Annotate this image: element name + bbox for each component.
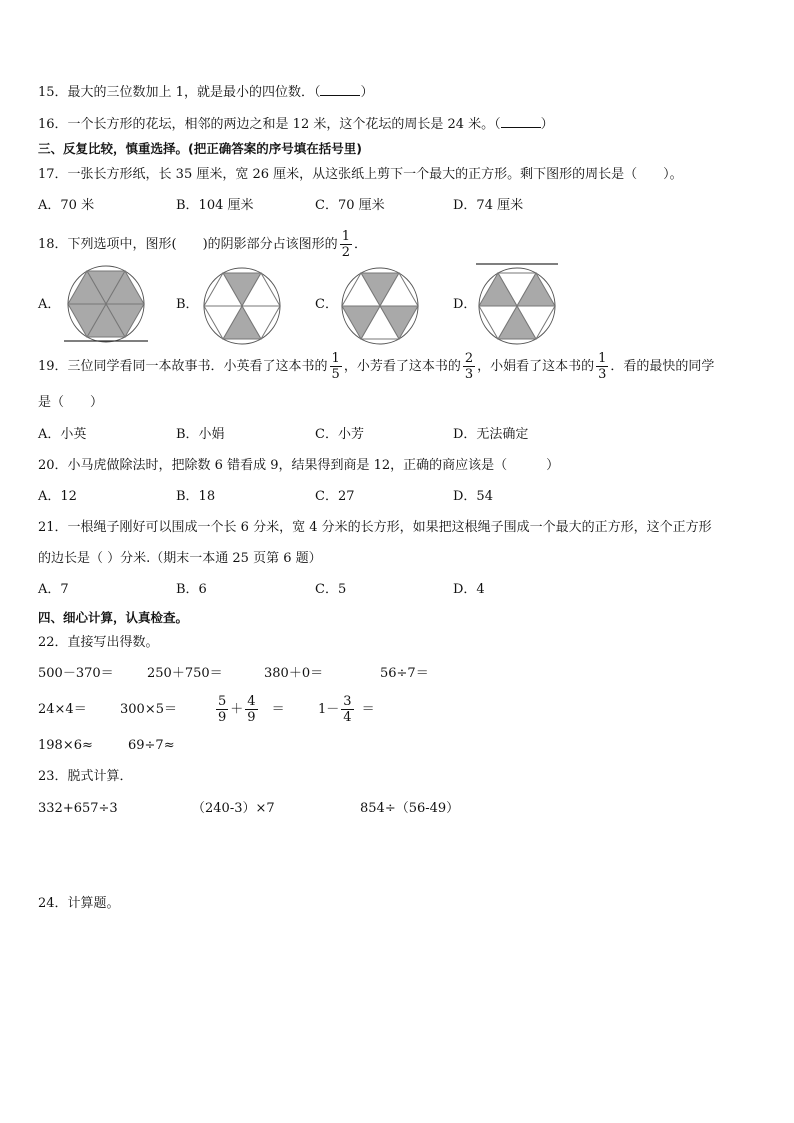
option-b[interactable]: B．小娟 bbox=[176, 427, 225, 442]
fraction: $\frac{1}{2}$ bbox=[341, 229, 350, 260]
calc-fraction-diff: 1－ $\frac{3}{4}$ ＝ bbox=[318, 694, 375, 725]
calc-item: （240-3）×7 bbox=[192, 801, 275, 816]
question-22-title: 22．直接写出得数。 bbox=[38, 635, 159, 650]
answer-blank[interactable] bbox=[320, 83, 360, 96]
option-d[interactable]: D．无法确定 bbox=[453, 427, 529, 442]
option-b[interactable]: B．6 bbox=[176, 582, 207, 597]
option-d[interactable]: D．4 bbox=[453, 582, 485, 597]
calc-fraction-sum: $\frac{5}{9}$ ＋ $\frac{4}{9}$ ＝ bbox=[218, 694, 285, 725]
calc-item: 250＋750＝ bbox=[147, 666, 223, 681]
calc-item: 198×6≈ bbox=[38, 738, 93, 753]
calc-item: 380＋0＝ bbox=[264, 666, 324, 681]
section-heading-3: 三、反复比较，慎重选择。(把正确答案的序号填在括号里) bbox=[38, 141, 362, 156]
option-a[interactable]: A． bbox=[38, 297, 61, 312]
question-20-text: 20．小马虎做除法时，把除数 6 错看成 9，结果得到商是 12，正确的商应该是（ ） bbox=[38, 458, 560, 473]
option-a[interactable]: A．12 bbox=[38, 489, 77, 504]
option-c[interactable]: C．5 bbox=[315, 582, 347, 597]
figure-b bbox=[200, 266, 284, 346]
figure-d bbox=[474, 262, 560, 346]
option-a[interactable]: A．小英 bbox=[38, 427, 87, 442]
calc-item: 332+657÷3 bbox=[38, 801, 118, 816]
calc-item: 500－370＝ bbox=[38, 666, 114, 681]
fraction: $\frac{2}{3}$ bbox=[464, 351, 474, 382]
question-21-line2: 的边长是（ ）分米.（期末一本通 25 页第 6 题） bbox=[38, 551, 322, 566]
calc-item: 854÷（56-49） bbox=[360, 801, 460, 816]
question-15-text: 15．最大的三位数加上 1，就是最小的四位数．（ bbox=[38, 85, 321, 100]
calc-item: 300×5＝ bbox=[120, 702, 177, 717]
figure-c bbox=[338, 266, 422, 346]
option-d[interactable]: D．54 bbox=[453, 489, 493, 504]
option-b[interactable]: B． bbox=[176, 297, 199, 312]
option-a[interactable]: A．70 米 bbox=[38, 198, 95, 213]
calc-item: 24×4＝ bbox=[38, 702, 87, 717]
question-15: 15．最大的三位数加上 1，就是最小的四位数．（ ） bbox=[38, 85, 374, 100]
option-b[interactable]: B．18 bbox=[176, 489, 216, 504]
figure-a bbox=[62, 264, 150, 346]
option-c[interactable]: C．70 厘米 bbox=[315, 198, 385, 213]
option-c[interactable]: C． bbox=[315, 297, 338, 312]
answer-blank[interactable] bbox=[501, 115, 541, 128]
question-16: 16．一个长方形的花坛，相邻的两边之和是 12 米，这个花坛的周长是 24 米。（ ） bbox=[38, 117, 554, 132]
question-23-title: 23．脱式计算． bbox=[38, 769, 133, 784]
option-d[interactable]: D． bbox=[453, 297, 477, 312]
question-19: 19．三位同学看同一本故事书．小英看了这本书的 $\frac{1}{5}$ ，小芳看了这本书的 $\frac{2}{3}$ ，小娟看了这本书的 $\frac{1}{3}$ ．看的最快的同学 bbox=[38, 351, 715, 382]
question-21-line1: 21．一根绳子刚好可以围成一个长 6 分米，宽 4 分米的长方形，如果把这根绳子围成一个最大的正方形，这个正方形 bbox=[38, 520, 712, 535]
calc-item: 56÷7＝ bbox=[380, 666, 429, 681]
question-17-text: 17．一张长方形纸，长 35 厘米，宽 26 厘米，从这张纸上剪下一个最大的正方形。剩下图形的周长是（ ）。 bbox=[38, 167, 683, 182]
question-19-line2: 是（ ） bbox=[38, 395, 104, 410]
fraction: $\frac{1}{3}$ bbox=[598, 351, 607, 382]
option-a[interactable]: A．7 bbox=[38, 582, 69, 597]
question-24-title: 24．计算题。 bbox=[38, 896, 120, 911]
section-heading-4: 四、细心计算，认真检查。 bbox=[38, 610, 189, 625]
calc-item: 69÷7≈ bbox=[128, 738, 175, 753]
fraction: $\frac{1}{5}$ bbox=[331, 351, 340, 382]
question-18-text: 18．下列选项中，图形( )的阴影部分占该图形的 bbox=[38, 237, 338, 252]
question-16-text: 16．一个长方形的花坛，相邻的两边之和是 12 米，这个花坛的周长是 24 米。（ bbox=[38, 117, 501, 132]
question-18: 18．下列选项中，图形( )的阴影部分占该图形的 $\frac{1}{2}$ ． bbox=[38, 229, 367, 260]
option-d[interactable]: D．74 厘米 bbox=[453, 198, 524, 213]
option-c[interactable]: C．27 bbox=[315, 489, 355, 504]
option-c[interactable]: C．小芳 bbox=[315, 427, 364, 442]
option-b[interactable]: B．104 厘米 bbox=[176, 198, 254, 213]
